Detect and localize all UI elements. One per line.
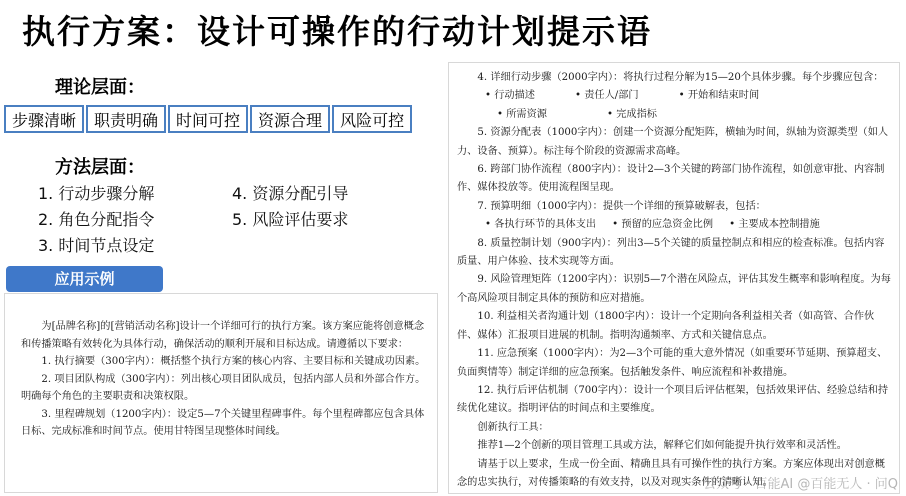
method-item: 3. 时间节点设定 [38, 236, 155, 255]
bullet-row [457, 87, 891, 105]
example-label: 应用示例 [6, 266, 163, 292]
theory-heading: 理论层面： [55, 77, 145, 98]
bullet-item: • 行动描述 [485, 90, 535, 102]
method-list-left [38, 181, 154, 259]
prompt-item: 请基于以上要求，生成一份全面、精确且具有可操作性的执行方案。方案应体现出对创意概念的忠实执行，对传播策略的有效支持，以及对现实条件的清晰认知。 [457, 458, 885, 488]
prompt-item: 5. 资源分配表（1000字内）：创建一个资源分配矩阵，横轴为时间，纵轴为资源类型（如人力、设备、预算）。标注每个阶段的资源需求高峰。 [457, 127, 889, 157]
bullet-item: • 主要成本控制措施 [729, 219, 820, 231]
method-item: 1. 行动步骤分解 [38, 184, 155, 203]
bullet-item: • 完成指标 [607, 108, 657, 120]
method-item: 2. 角色分配指令 [38, 210, 155, 229]
pillar-resources: 资源合理 [250, 105, 330, 133]
bullet-item: • 各执行环节的具体支出 [485, 219, 597, 231]
pillar-steps: 步骤清晰 [4, 105, 84, 133]
pillar-risk: 风险可控 [332, 105, 412, 133]
bullet-item: • 预留的应急资金比例 [612, 219, 714, 231]
prompt-item: 3. 里程碑规划（1200字内）：设定5—7个关键里程碑事件。每个里程碑都应包含具体日标、完成标准和时间节点。使用甘特图呈现整体时间线。 [21, 408, 425, 437]
bullet-row [457, 106, 891, 124]
example-card-left [4, 293, 438, 493]
method-item: 4. 资源分配引导 [232, 184, 349, 203]
prompt-subheading: 创新执行工具： [477, 421, 549, 433]
watermark: 公众号 · 百能AI @百能无人 · 问Q [703, 477, 898, 492]
bullet-row [457, 216, 891, 234]
method-heading: 方法层面： [55, 157, 145, 178]
method-item: 5. 风险评估要求 [232, 210, 349, 229]
prompt-item: 1. 执行摘要（300字内）：概括整个执行方案的核心内容、主要目标和关键成功因素。 [41, 356, 426, 367]
pillar-roles: 职责明确 [86, 105, 166, 133]
prompt-item: 10. 利益相关者沟通计划（1800字内）：设计一个定期向各利益相关者（如高管、合作伙伴、媒体）汇报项目进展的机制。指明沟通频率、方式和关键信息点。 [457, 311, 875, 341]
prompt-item: 12. 执行后评估机制（700字内）：设计一个项目后评估框架，包括效果评估、经验总结和持续优化建议。指明评估的时间点和主要维度。 [457, 384, 889, 415]
prompt-item: 推荐1—2个创新的项目管理工具或方法，解释它们如何能提升执行效率和灵活性。 [477, 440, 847, 452]
prompt-item: 4. 详细行动步骤（2000字内）：将执行过程分解为15—20个具体步骤。每个步骤应包含： [477, 72, 884, 83]
theory-pillars [4, 105, 412, 133]
prompt-item: 7. 预算明细（1000字内）：提供一个详细的预算破解表，包括： [477, 200, 766, 212]
prompt-item: 11. 应急预案（1000字内）：为2—3个可能的重大意外情况（如重要环节延期、预算超支、负面舆情等）制定详细的应急预案。包括触发条件、响应流程和补救措施。 [457, 348, 888, 378]
bullet-item: • 所需资源 [497, 108, 547, 120]
method-list-right [232, 181, 348, 233]
prompt-item: 6. 跨部门协作流程（800字内）：设计2—3个关键的跨部门协作流程，如创意审批、内容制作、媒体投放等。使用流程图呈现。 [457, 164, 885, 194]
page-title: 执行方案：设计可操作的行动计划提示语 [22, 12, 652, 51]
bullet-item: • 开始和结束时间 [678, 90, 760, 102]
prompt-item: 8. 质量控制计划（900字内）：列出3—5个关键的质量控制点和相应的检查标准。包括内容质量、用户体验、技术实现等方面。 [457, 237, 885, 268]
prompt-item: 2. 项目团队构成（300字内）：列出核心项目团队成员，包括内部人员和外部合作方。明确每个角色的主要职责和决策权限。 [21, 373, 426, 402]
example-card-right [448, 62, 900, 494]
bullet-item: • 责任人/部门 [575, 90, 639, 102]
prompt-item: 9. 风险管理矩阵（1200字内）：识别5—7个潜在风险点，评估其发生概率和影响程度。为每个高风险项目制定具体的预防和应对措施。 [457, 274, 891, 304]
prompt-intro: 为[品牌名称]的[营销活动名称]设计一个详细可行的执行方案。该方案应能将创意概念和传播策略有效转化为具体行动，确保活动的顺利开展和目标达成。请遵循以下要求： [21, 321, 425, 350]
pillar-time: 时间可控 [168, 105, 248, 133]
